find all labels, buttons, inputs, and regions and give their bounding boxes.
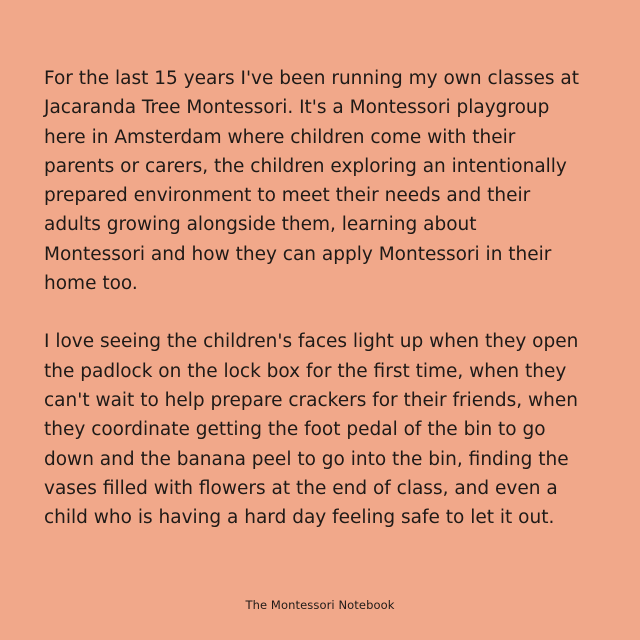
text-line: child who is having a hard day feeling safe to let it out. [44, 507, 555, 529]
text-line: vases filled with flowers at the end of class, and even a [44, 477, 558, 499]
text-line: can't wait to help prepare crackers for their friends, when [44, 389, 579, 411]
text-line: adults growing alongside them, learning about [44, 214, 477, 236]
post-body [44, 64, 600, 532]
text-line: For the last 15 years I've been running my own classes at [44, 68, 579, 89]
brand-footer: The Montessori Notebook [245, 598, 395, 612]
text-line: I love seeing the children's faces light up when they open [44, 331, 579, 353]
paragraph-experiences [44, 327, 600, 532]
text-line: the padlock on the lock box for the first time, when they [44, 360, 567, 382]
text-line: here in Amsterdam where children come with their [44, 126, 516, 148]
text-line: Jacaranda Tree Montessori. It's a Montessori playgroup [44, 97, 550, 119]
text-line: home too. [44, 273, 138, 295]
text-line: prepared environment to meet their needs and their [44, 185, 531, 207]
text-line: Montessori and how they can apply Montessori in their [44, 243, 552, 265]
text-line: they coordinate getting the foot pedal of the bin to go [44, 419, 546, 441]
text-line: down and the banana peel to go into the bin, finding the [44, 448, 569, 470]
text-line: parents or carers, the children exploring an intentionally [44, 155, 567, 177]
paragraph-intro [44, 64, 600, 298]
